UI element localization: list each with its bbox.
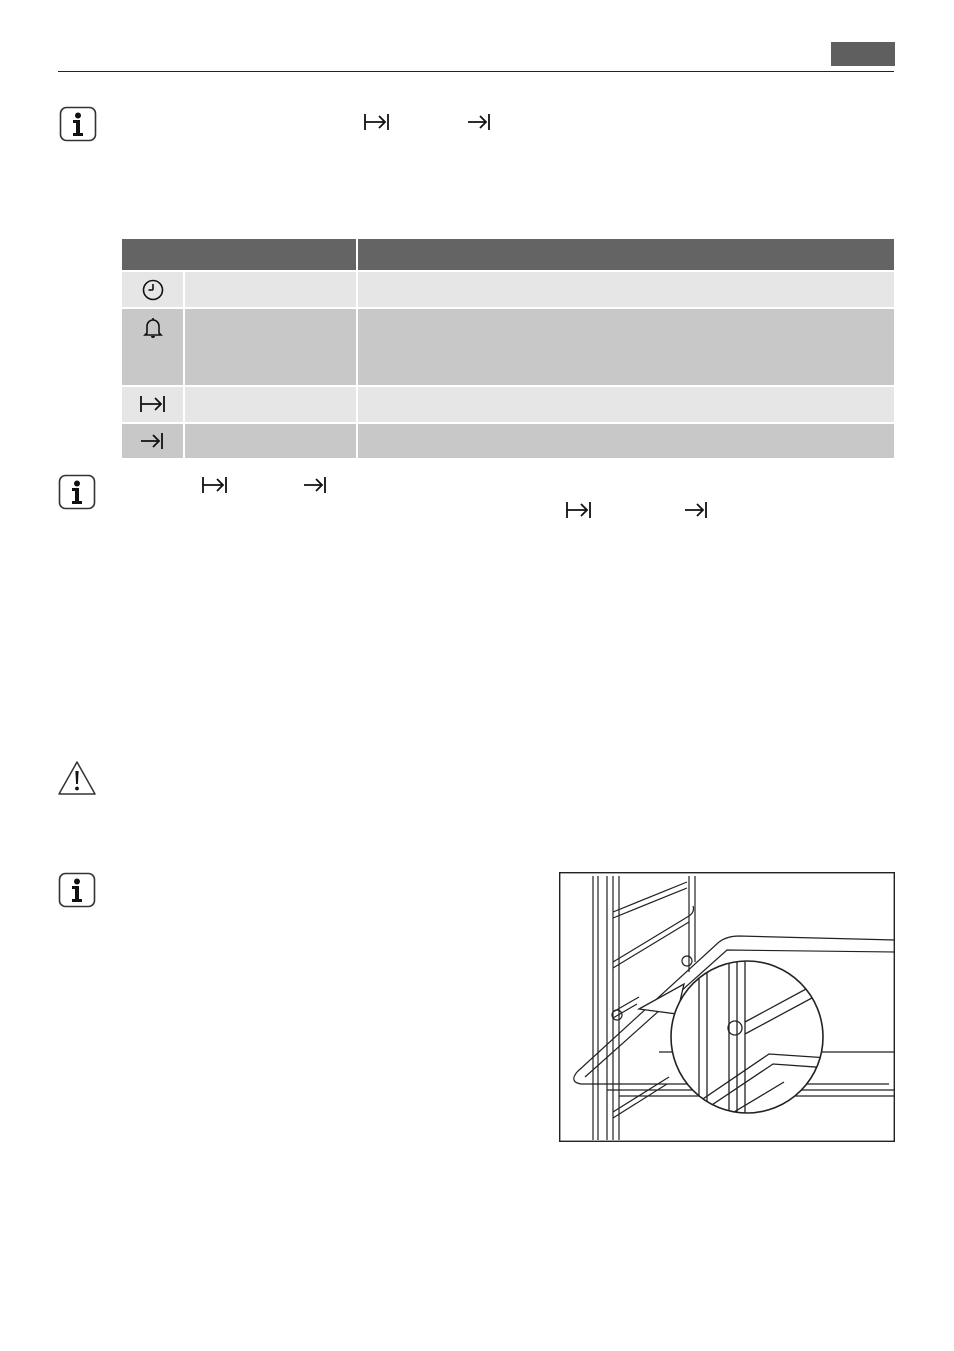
bell-icon [140,315,166,341]
table-cell-symbol [122,308,184,386]
end-icon [465,111,495,133]
table-cell-function [184,423,357,459]
table-header-row [122,239,894,271]
clock-icon [140,278,166,302]
end-icon [301,474,331,496]
table-cell-function [184,386,357,423]
info-icon [59,106,97,142]
table-cell-application [357,308,894,386]
table-cell-application [357,386,894,423]
table-row [122,423,894,459]
table-row [122,386,894,423]
table-cell-function [184,308,357,386]
table-row [122,271,894,308]
end-icon [682,499,712,521]
table-cell-application [357,271,894,308]
table-header-function [122,239,357,271]
table-header-application [357,239,894,271]
table-cell-symbol [122,271,184,308]
info-icon [58,474,96,510]
warning-triangle-icon [56,759,98,797]
header-divider [58,71,894,72]
table-row [122,308,894,386]
end-icon [138,430,168,452]
clock-functions-table [122,239,894,460]
oven-shelf-illustration [559,872,895,1142]
page-header-tab [831,42,895,66]
table-cell-symbol [122,386,184,423]
table-cell-function [184,271,357,308]
duration-icon [564,499,594,521]
duration-icon [362,111,392,133]
table-cell-application [357,423,894,459]
duration-icon [200,474,230,496]
table-cell-symbol [122,423,184,459]
duration-icon [138,393,168,415]
info-icon [58,872,96,908]
